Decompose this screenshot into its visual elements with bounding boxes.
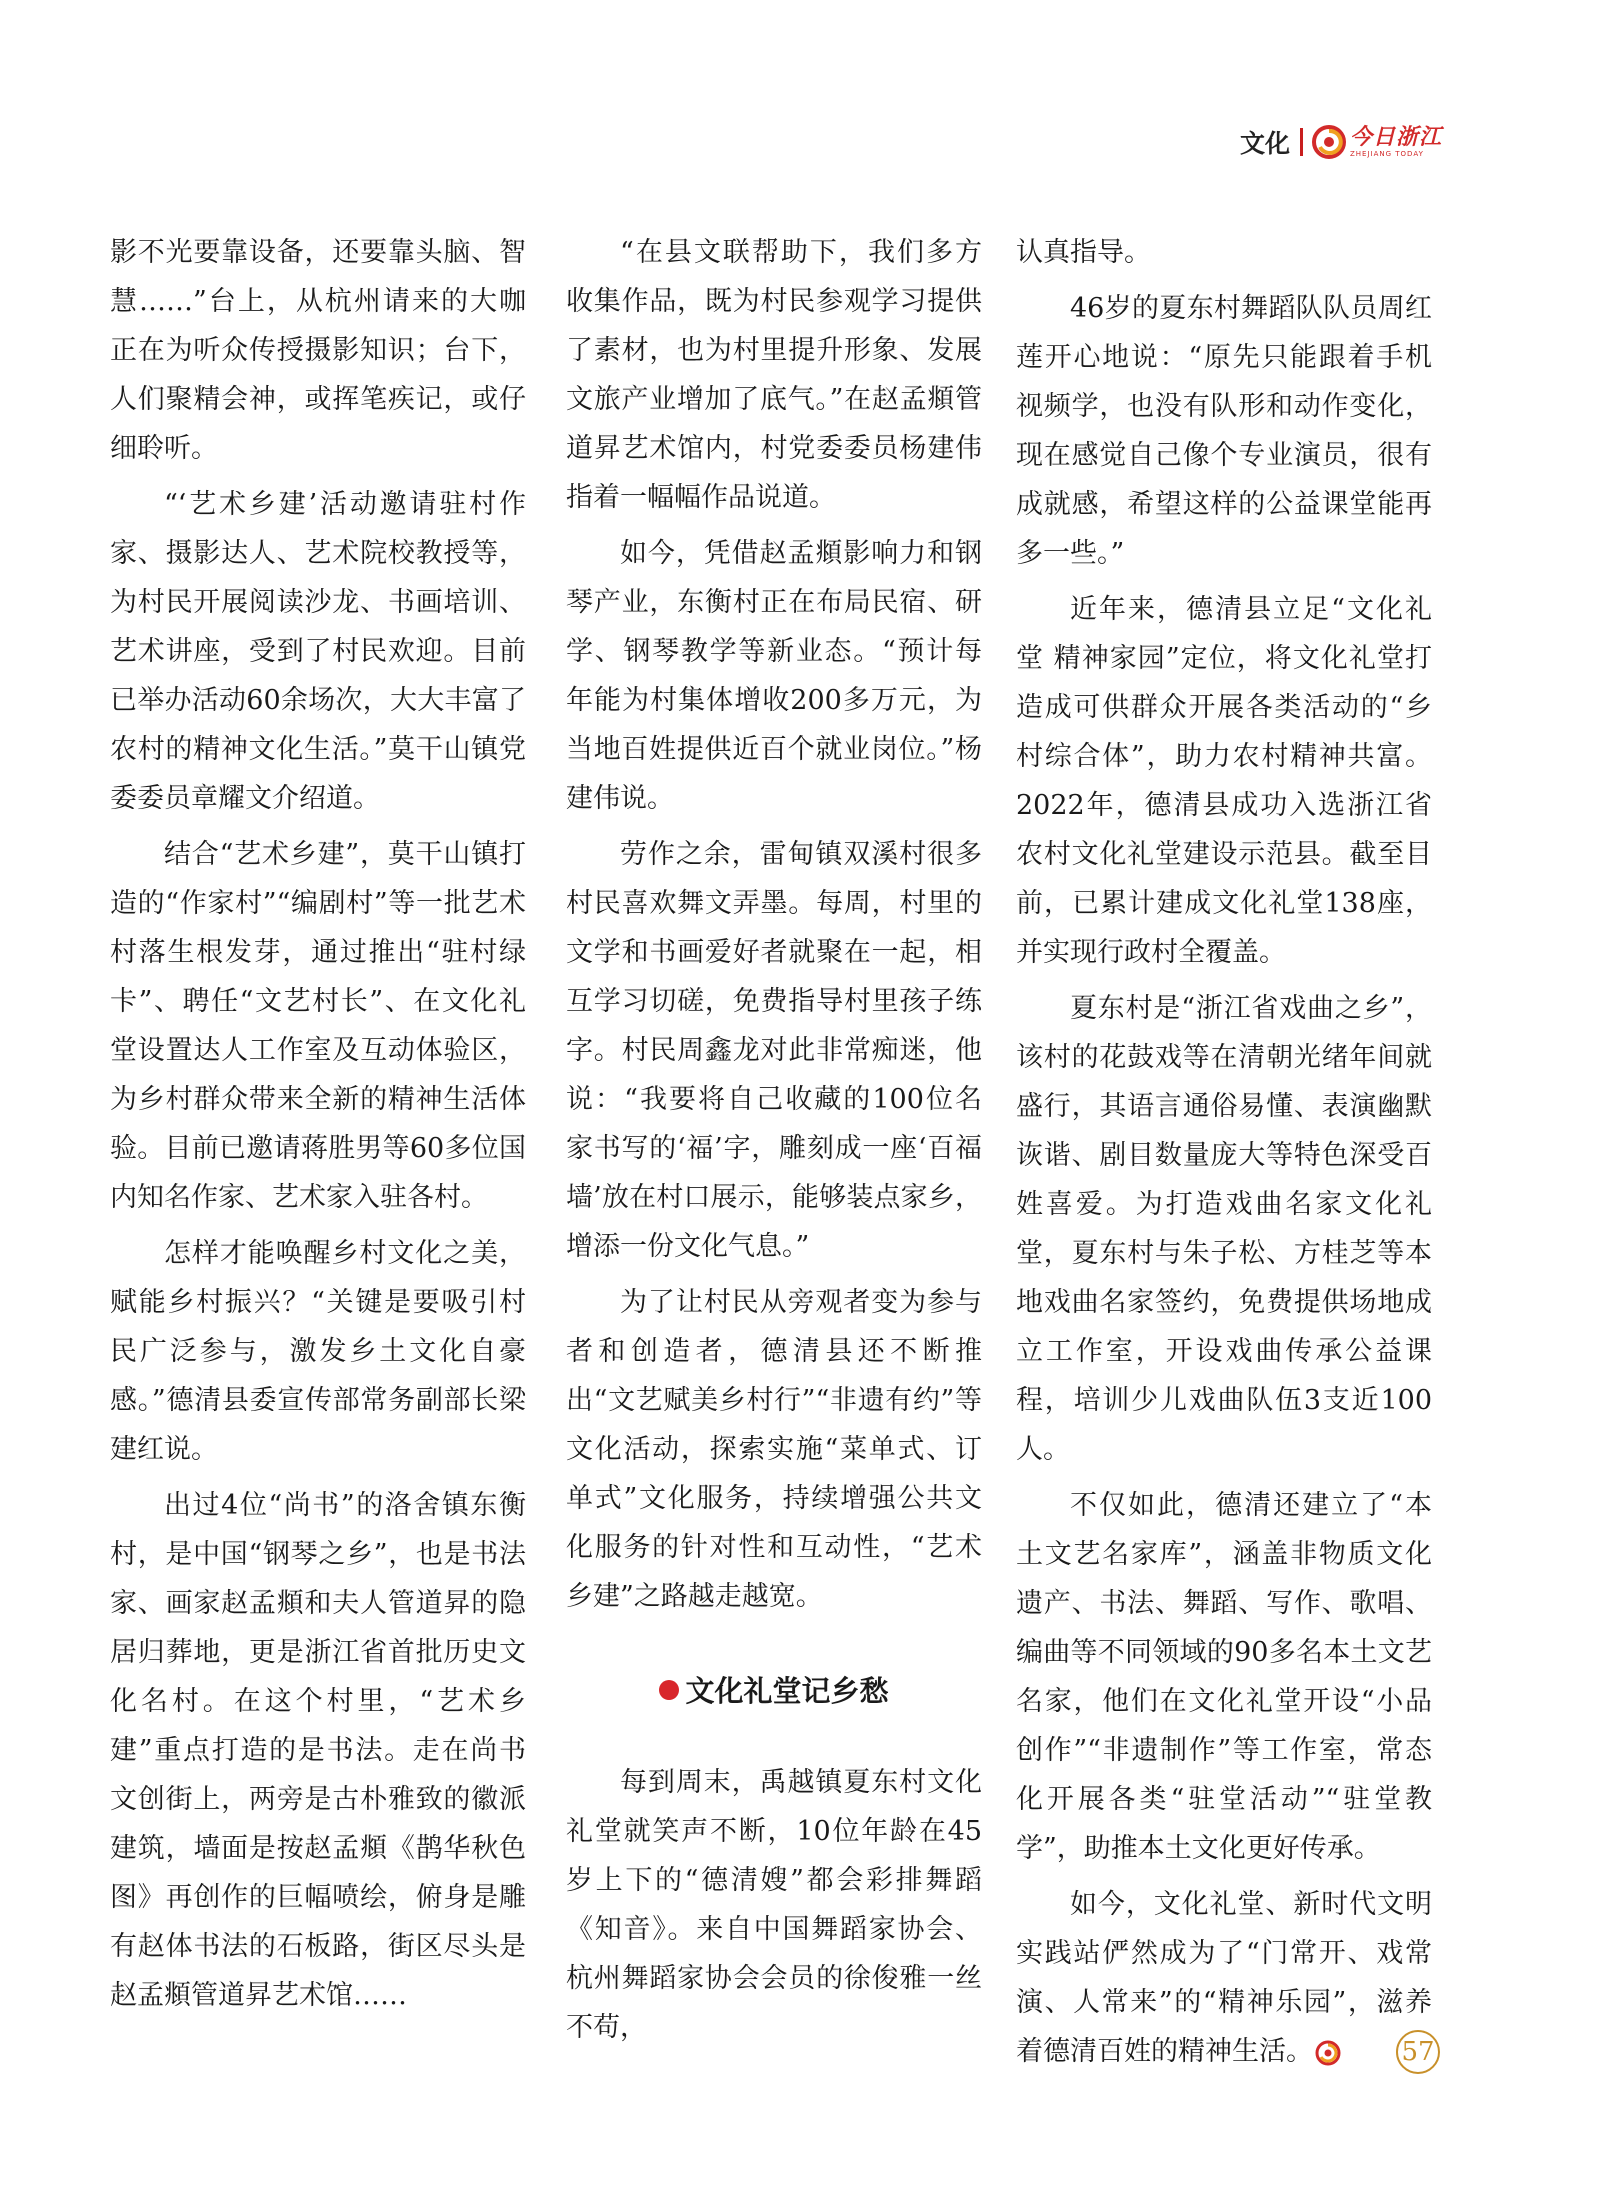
column-1 [110, 228, 526, 2027]
paragraph: 影不光要靠设备，还要靠头脑、智慧……”台上，从杭州请来的大咖正在为听众传授摄影知识；台下，人们聚精会神，或挥笔疾记，或仔细聆听。 [110, 237, 526, 464]
paragraph: 不仅如此，德清还建立了“本土文艺名家库”，涵盖非物质文化遗产、书法、舞蹈、写作、歌唱、编曲等不同领域的90多名本土文艺名家，他们在文化礼堂开设“小品创作”“非遗制作”等工作室，常态化开展各类“驻堂活动”“驻堂教学”，助推本土文化更好传承。 [1016, 1490, 1432, 1864]
brand-logo [1312, 125, 1442, 159]
brand-name: 今日浙江 [1349, 124, 1442, 150]
column-2 [566, 228, 982, 2059]
paragraph: 夏东村是“浙江省戏曲之乡”，该村的花鼓戏等在清朝光绪年间就盛行，其语言通俗易懂、表演幽默诙谐、剧目数量庞大等特色深受百姓喜爱。为打造戏曲名家文化礼堂，夏东村与朱子松、方桂芝等本地戏曲名家签约，免费提供场地成立工作室，开设戏曲传承公益课程，培训少儿戏曲队伍3支近100人。 [1016, 993, 1432, 1465]
swirl-end-mark-icon [1315, 2040, 1341, 2066]
paragraph: 结合“艺术乡建”，莫干山镇打造的“作家村”“编剧村”等一批艺术村落生根发芽，通过推出“驻村绿卡”、聘任“文艺村长”、在文化礼堂设置达人工作室及互动体验区，为乡村群众带来全新的精神生活体验。目前已邀请蒋胜男等60多位国内知名作家、艺术家入驻各村。 [110, 839, 526, 1213]
paragraph: 如今，凭借赵孟頫影响力和钢琴产业，东衡村正在布局民宿、研学、钢琴教学等新业态。“预计每年能为村集体增收200多万元，为当地百姓提供近百个就业岗位。”杨建伟说。 [566, 538, 982, 814]
page-header [1240, 122, 1442, 162]
paragraph: 出过4位“尚书”的洛舍镇东衡村，是中国“钢琴之乡”，也是书法家、画家赵孟頫和夫人管道昇的隐居归葬地，更是浙江省首批历史文化名村。在这个村里，“艺术乡建”重点打造的是书法。走在尚书文创街上，两旁是古朴雅致的徽派建筑，墙面是按赵孟頫《鹊华秋色图》再创作的巨幅喷绘，俯身是雕有赵体书法的石板路，街区尽头是赵孟頫管道昇艺术馆…… [110, 1490, 526, 2011]
page-number: 57 [1396, 2030, 1440, 2074]
section-label: 文化 [1239, 129, 1290, 158]
brand-name-en: ZHEJIANG TODAY [1349, 149, 1424, 158]
section-subheading [566, 1667, 982, 1716]
paragraph: 劳作之余，雷甸镇双溪村很多村民喜欢舞文弄墨。每周，村里的文学和书画爱好者就聚在一起，相互学习切磋，免费指导村里孩子练字。村民周鑫龙对此非常痴迷，他说：“我要将自己收藏的100位名家书写的‘福’字，雕刻成一座‘百福墙’放在村口展示，能够装点家乡，增添一份文化气息。” [566, 839, 982, 1262]
header-divider [1300, 128, 1303, 156]
paragraph: 怎样才能唤醒乡村文化之美，赋能乡村振兴？“关键是要吸引村民广泛参与，激发乡土文化自豪感。”德清县委宣传部常务副部长梁建红说。 [110, 1238, 526, 1465]
paragraph: 每到周末，禹越镇夏东村文化礼堂就笑声不断，10位年龄在45岁上下的“德清嫂”都会彩排舞蹈《知音》。来自中国舞蹈家协会、杭州舞蹈家协会会员的徐俊雅一丝不苟， [566, 1767, 982, 2043]
paragraph: 认真指导。 [1016, 237, 1151, 268]
paragraph: “在县文联帮助下，我们多方收集作品，既为村民参观学习提供了素材，也为村里提升形象、发展文旅产业增加了底气。”在赵孟頫管道昇艺术馆内，村党委委员杨建伟指着一幅幅作品说道。 [566, 237, 982, 513]
paragraph: “‘艺术乡建’活动邀请驻村作家、摄影达人、艺术院校教授等，为村民开展阅读沙龙、书画培训、艺术讲座，受到了村民欢迎。目前已举办活动60余场次，大大丰富了农村的精神文化生活。”莫干山镇党委委员章耀文介绍道。 [110, 489, 526, 814]
paragraph-text: 如今，文化礼堂、新时代文明实践站俨然成为了“门常开、戏常演、人常来”的“精神乐园”，滋养着德清百姓的精神生活。 [1016, 1889, 1432, 2067]
column-3 [1016, 228, 1432, 2083]
bullet-dot-icon [659, 1680, 679, 1700]
paragraph: 近年来，德清县立足“文化礼堂 精神家园”定位，将文化礼堂打造成可供群众开展各类活动的“乡村综合体”，助力农村精神共富。2022年，德清县成功入选浙江省农村文化礼堂建设示范县。截至目前，已累计建成文化礼堂138座，并实现行政村全覆盖。 [1016, 594, 1432, 968]
paragraph-last [1016, 1880, 1432, 2076]
swirl-logo-icon [1312, 125, 1346, 159]
paragraph: 46岁的夏东村舞蹈队队员周红莲开心地说：“原先只能跟着手机视频学，也没有队形和动作变化，现在感觉自己像个专业演员，很有成就感，希望这样的公益课堂能再多一些。” [1016, 293, 1432, 569]
subheading-text: 文化礼堂记乡愁 [685, 1674, 889, 1708]
paragraph: 为了让村民从旁观者变为参与者和创造者，德清县还不断推出“文艺赋美乡村行”“非遗有约”等文化活动，探索实施“菜单式、订单式”文化服务，持续增强公共文化服务的针对性和互动性，“艺术乡建”之路越走越宽。 [566, 1287, 982, 1612]
